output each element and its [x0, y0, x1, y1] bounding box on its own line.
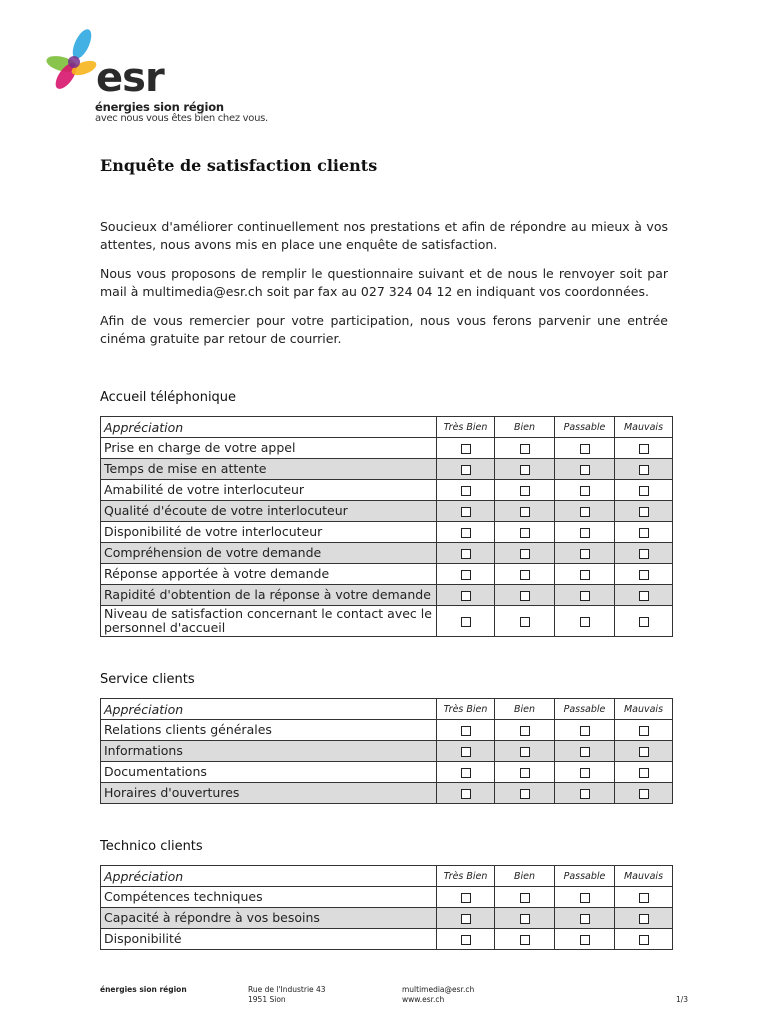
- rating-checkbox[interactable]: [580, 570, 590, 580]
- table-row: [101, 929, 673, 950]
- rating-cell: [437, 606, 495, 637]
- rating-checkbox[interactable]: [580, 747, 590, 757]
- rating-cell: [437, 564, 495, 585]
- table-row: [101, 564, 673, 585]
- criterion-label: Documentations: [101, 762, 437, 783]
- rating-checkbox[interactable]: [580, 768, 590, 778]
- rating-checkbox[interactable]: [520, 549, 530, 559]
- rating-checkbox[interactable]: [580, 444, 590, 454]
- rating-cell: [437, 438, 495, 459]
- criterion-label: Compréhension de votre demande: [101, 543, 437, 564]
- criterion-label: Horaires d'ouvertures: [101, 783, 437, 804]
- rating-checkbox[interactable]: [580, 528, 590, 538]
- table-row: [101, 480, 673, 501]
- rating-checkbox[interactable]: [639, 935, 649, 945]
- criterion-label: Relations clients générales: [101, 720, 437, 741]
- rating-checkbox[interactable]: [520, 591, 530, 601]
- criterion-label: Qualité d'écoute de votre interlocuteur: [101, 501, 437, 522]
- table-row: [101, 438, 673, 459]
- table-row: [101, 762, 673, 783]
- rating-cell: [495, 741, 555, 762]
- rating-cell: [437, 908, 495, 929]
- criterion-label: Rapidité d'obtention de la réponse à votre demande: [101, 585, 437, 606]
- rating-cell: [555, 543, 615, 564]
- rating-checkbox[interactable]: [639, 486, 649, 496]
- rating-checkbox[interactable]: [639, 726, 649, 736]
- rating-cell: [615, 783, 673, 804]
- rating-cell: [495, 438, 555, 459]
- footer-address-line: Rue de l'Industrie 43: [248, 985, 326, 994]
- section-title: Technico clients: [100, 839, 203, 854]
- intro-paragraph: Soucieux d'améliorer continuellement nos prestations et afin de répondre au mieux à vos attentes, nous avons mis en place une enquête de satisfaction.: [100, 219, 668, 252]
- rating-checkbox[interactable]: [580, 549, 590, 559]
- table-row: [101, 908, 673, 929]
- criterion-label: Capacité à répondre à vos besoins: [101, 908, 437, 929]
- intro-text: [100, 218, 668, 359]
- table-row: [101, 501, 673, 522]
- rating-checkbox[interactable]: [639, 591, 649, 601]
- criterion-label: Réponse apportée à votre demande: [101, 564, 437, 585]
- rating-cell: [495, 459, 555, 480]
- rating-checkbox[interactable]: [580, 893, 590, 903]
- column-header-rating: Passable: [555, 699, 615, 720]
- rating-cell: [555, 908, 615, 929]
- table-header-row: [101, 417, 673, 438]
- rating-cell: [555, 887, 615, 908]
- column-header-rating: Très Bien: [437, 417, 495, 438]
- rating-cell: [437, 543, 495, 564]
- rating-checkbox[interactable]: [639, 465, 649, 475]
- rating-checkbox[interactable]: [520, 789, 530, 799]
- rating-checkbox[interactable]: [461, 617, 471, 627]
- column-header-rating: Mauvais: [615, 417, 673, 438]
- rating-cell: [437, 762, 495, 783]
- rating-checkbox[interactable]: [461, 747, 471, 757]
- rating-checkbox[interactable]: [520, 747, 530, 757]
- rating-cell: [615, 887, 673, 908]
- column-header-rating: Très Bien: [437, 866, 495, 887]
- rating-cell: [555, 606, 615, 637]
- column-header-rating: Mauvais: [615, 699, 673, 720]
- logo-company-name: énergies sion région: [95, 100, 224, 114]
- rating-cell: [495, 720, 555, 741]
- rating-checkbox[interactable]: [520, 570, 530, 580]
- intro-paragraph: Nous vous proposons de remplir le questionnaire suivant et de nous le renvoyer soit par mail à multimedia@esr.ch soit par fax au 027 324 04 12 en indiquant vos coordonnées.: [100, 266, 668, 299]
- rating-checkbox[interactable]: [461, 465, 471, 475]
- rating-cell: [615, 606, 673, 637]
- rating-cell: [555, 741, 615, 762]
- intro-paragraph: Afin de vous remercier pour votre participation, nous vous ferons parvenir une entrée cinéma gratuite par retour de courrier.: [100, 313, 668, 346]
- rating-cell: [437, 501, 495, 522]
- footer-email: multimedia@esr.ch: [402, 985, 475, 994]
- criterion-label: Amabilité de votre interlocuteur: [101, 480, 437, 501]
- rating-cell: [555, 564, 615, 585]
- esr-logo: [44, 24, 284, 124]
- criterion-label: Compétences techniques: [101, 887, 437, 908]
- criterion-label: Disponibilité de votre interlocuteur: [101, 522, 437, 543]
- rating-cell: [555, 459, 615, 480]
- rating-checkbox[interactable]: [639, 570, 649, 580]
- rating-table: [100, 416, 673, 637]
- footer-company: énergies sion région: [100, 985, 187, 994]
- table-row: [101, 783, 673, 804]
- rating-table: [100, 865, 673, 950]
- rating-checkbox[interactable]: [461, 726, 471, 736]
- section-title: Accueil téléphonique: [100, 390, 237, 405]
- rating-cell: [615, 522, 673, 543]
- rating-cell: [615, 459, 673, 480]
- rating-cell: [555, 720, 615, 741]
- rating-cell: [495, 606, 555, 637]
- footer-page-number: 1/3: [676, 995, 689, 1004]
- section-technico-clients: [100, 839, 672, 950]
- rating-checkbox[interactable]: [461, 935, 471, 945]
- logo-slogan: avec nous vous êtes bien chez vous.: [95, 113, 268, 124]
- column-header-appreciation: Appréciation: [101, 699, 437, 720]
- rating-checkbox[interactable]: [580, 935, 590, 945]
- column-header-rating: Très Bien: [437, 699, 495, 720]
- section-service-clients: [100, 672, 672, 804]
- rating-checkbox[interactable]: [639, 768, 649, 778]
- column-header-rating: Passable: [555, 866, 615, 887]
- rating-cell: [615, 543, 673, 564]
- table-row: [101, 606, 673, 637]
- rating-cell: [615, 564, 673, 585]
- rating-cell: [495, 929, 555, 950]
- rating-cell: [437, 783, 495, 804]
- page-title: Enquête de satisfaction clients: [100, 156, 378, 175]
- rating-cell: [437, 929, 495, 950]
- rating-checkbox[interactable]: [461, 549, 471, 559]
- rating-checkbox[interactable]: [520, 507, 530, 517]
- rating-cell: [615, 762, 673, 783]
- table-row: [101, 720, 673, 741]
- footer-address-line: 1951 Sion: [248, 995, 286, 1004]
- rating-cell: [495, 585, 555, 606]
- rating-checkbox[interactable]: [520, 528, 530, 538]
- section-accueil-telephonique: [100, 390, 672, 637]
- rating-checkbox[interactable]: [639, 914, 649, 924]
- table-row: [101, 459, 673, 480]
- rating-cell: [615, 480, 673, 501]
- rating-checkbox[interactable]: [461, 591, 471, 601]
- rating-checkbox[interactable]: [520, 465, 530, 475]
- rating-checkbox[interactable]: [520, 617, 530, 627]
- table-row: [101, 887, 673, 908]
- rating-cell: [615, 741, 673, 762]
- column-header-rating: Passable: [555, 417, 615, 438]
- rating-cell: [437, 480, 495, 501]
- criterion-label: Informations: [101, 741, 437, 762]
- rating-cell: [615, 908, 673, 929]
- rating-cell: [615, 501, 673, 522]
- rating-checkbox[interactable]: [520, 486, 530, 496]
- section-title: Service clients: [100, 672, 195, 687]
- rating-checkbox[interactable]: [639, 444, 649, 454]
- rating-checkbox[interactable]: [639, 549, 649, 559]
- column-header-appreciation: Appréciation: [101, 866, 437, 887]
- table-header-row: [101, 699, 673, 720]
- rating-cell: [555, 783, 615, 804]
- rating-cell: [437, 720, 495, 741]
- rating-checkbox[interactable]: [580, 914, 590, 924]
- rating-checkbox[interactable]: [580, 591, 590, 601]
- rating-cell: [555, 762, 615, 783]
- rating-cell: [555, 929, 615, 950]
- rating-cell: [437, 459, 495, 480]
- rating-cell: [495, 480, 555, 501]
- rating-table: [100, 698, 673, 804]
- rating-checkbox[interactable]: [580, 465, 590, 475]
- rating-checkbox[interactable]: [461, 528, 471, 538]
- rating-cell: [615, 585, 673, 606]
- rating-checkbox[interactable]: [520, 444, 530, 454]
- table-header-row: [101, 866, 673, 887]
- rating-checkbox[interactable]: [461, 768, 471, 778]
- criterion-label: Prise en charge de votre appel: [101, 438, 437, 459]
- rating-cell: [555, 585, 615, 606]
- rating-checkbox[interactable]: [461, 486, 471, 496]
- rating-cell: [495, 564, 555, 585]
- table-row: [101, 741, 673, 762]
- flower-icon: [44, 24, 104, 104]
- table-row: [101, 585, 673, 606]
- criterion-label: Niveau de satisfaction concernant le contact avec le personnel d'accueil: [101, 606, 437, 637]
- criterion-label: Disponibilité: [101, 929, 437, 950]
- rating-checkbox[interactable]: [520, 893, 530, 903]
- rating-cell: [615, 438, 673, 459]
- rating-checkbox[interactable]: [639, 528, 649, 538]
- rating-checkbox[interactable]: [461, 789, 471, 799]
- rating-cell: [555, 501, 615, 522]
- rating-cell: [437, 887, 495, 908]
- rating-cell: [437, 585, 495, 606]
- rating-checkbox[interactable]: [520, 914, 530, 924]
- rating-checkbox[interactable]: [639, 789, 649, 799]
- footer-web: www.esr.ch: [402, 995, 445, 1004]
- rating-cell: [495, 908, 555, 929]
- column-header-appreciation: Appréciation: [101, 417, 437, 438]
- column-header-rating: Mauvais: [615, 866, 673, 887]
- rating-checkbox[interactable]: [580, 507, 590, 517]
- rating-checkbox[interactable]: [520, 768, 530, 778]
- rating-cell: [495, 887, 555, 908]
- logo-wordmark: esr: [96, 55, 164, 101]
- rating-checkbox[interactable]: [461, 507, 471, 517]
- column-header-rating: Bien: [495, 699, 555, 720]
- table-row: [101, 522, 673, 543]
- criterion-label: Temps de mise en attente: [101, 459, 437, 480]
- rating-checkbox[interactable]: [580, 789, 590, 799]
- rating-cell: [495, 501, 555, 522]
- rating-cell: [437, 522, 495, 543]
- rating-cell: [555, 438, 615, 459]
- table-row: [101, 543, 673, 564]
- rating-cell: [495, 543, 555, 564]
- rating-cell: [555, 522, 615, 543]
- rating-checkbox[interactable]: [461, 893, 471, 903]
- rating-checkbox[interactable]: [520, 935, 530, 945]
- rating-checkbox[interactable]: [580, 486, 590, 496]
- rating-cell: [615, 720, 673, 741]
- footer-address: [248, 985, 326, 1005]
- rating-checkbox[interactable]: [639, 747, 649, 757]
- rating-cell: [615, 929, 673, 950]
- rating-cell: [495, 522, 555, 543]
- footer-contact: [402, 985, 474, 1005]
- rating-checkbox[interactable]: [461, 914, 471, 924]
- rating-cell: [437, 741, 495, 762]
- rating-checkbox[interactable]: [580, 726, 590, 736]
- column-header-rating: Bien: [495, 866, 555, 887]
- rating-checkbox[interactable]: [461, 444, 471, 454]
- rating-checkbox[interactable]: [520, 726, 530, 736]
- rating-checkbox[interactable]: [461, 570, 471, 580]
- rating-checkbox[interactable]: [639, 617, 649, 627]
- rating-cell: [555, 480, 615, 501]
- rating-checkbox[interactable]: [580, 617, 590, 627]
- rating-cell: [495, 783, 555, 804]
- column-header-rating: Bien: [495, 417, 555, 438]
- rating-checkbox[interactable]: [639, 893, 649, 903]
- rating-checkbox[interactable]: [639, 507, 649, 517]
- rating-cell: [495, 762, 555, 783]
